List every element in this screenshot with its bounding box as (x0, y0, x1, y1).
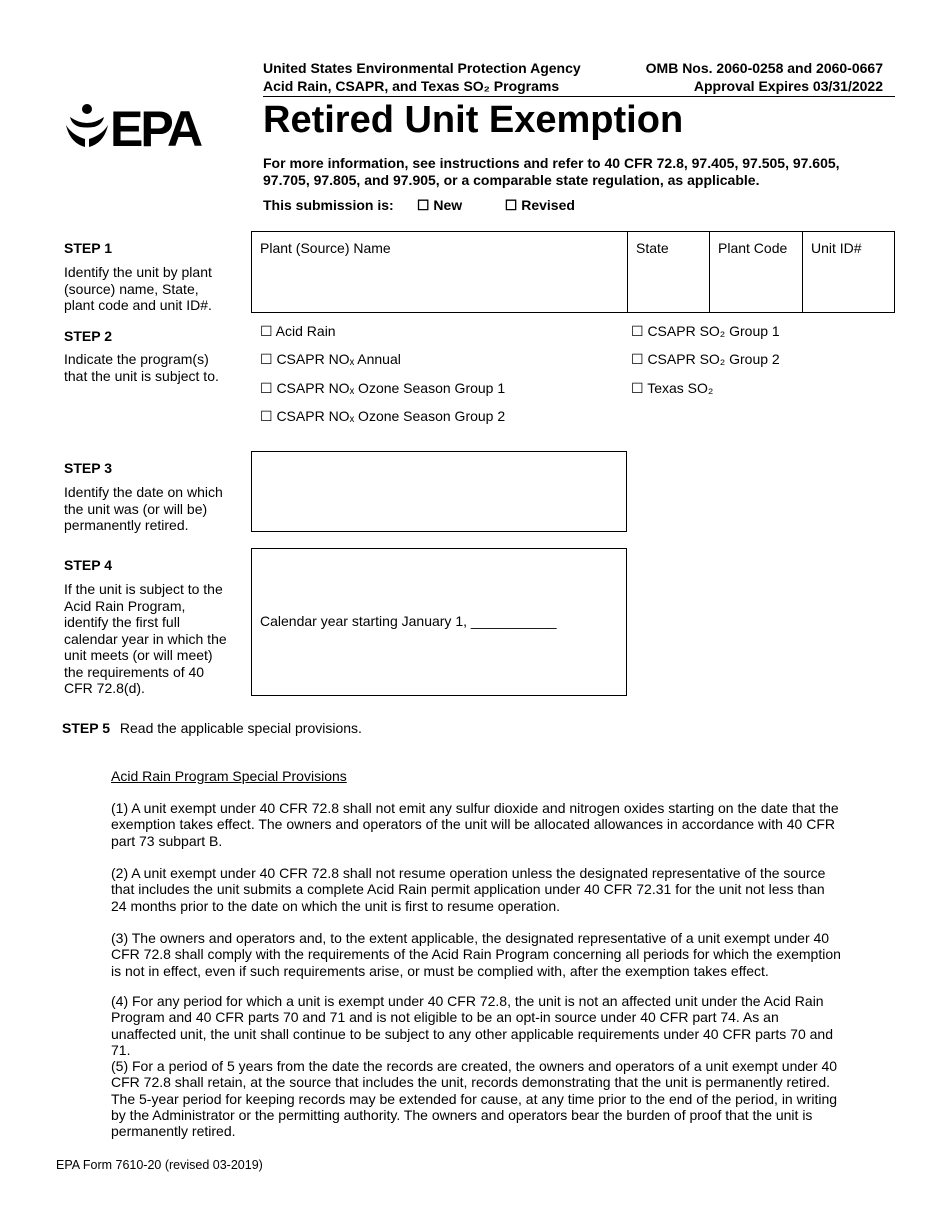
provision-3: (3) The owners and operators and, to the extent applicable, the designated representative of a unit exempt under 40 CFR 72.8 shall comply with the requirements of the Acid Rain Program concerning all periods for which the exemption is not in effect, even if such requirements arise, or must be complied with, after the exemption takes effect. (111, 930, 841, 979)
acid-rain-checkbox[interactable]: ☐ Acid Rain (260, 323, 336, 339)
retirement-date-field[interactable] (251, 451, 627, 532)
provisions-heading: Acid Rain Program Special Provisions (111, 768, 347, 784)
provision-1: (1) A unit exempt under 40 CFR 72.8 shall not emit any sulfur dioxide and nitrogen oxides starting on the date that the exemption takes effect. The owners and operators of the unit will be allocated allowances in accordance with 40 CFR part 73 subpart B. (111, 800, 839, 849)
header-rule (263, 96, 895, 97)
step1-desc: Identify the unit by plant (source) name, State, plant code and unit ID#. (64, 264, 212, 313)
provision-2: (2) A unit exempt under 40 CFR 72.8 shall not resume operation unless the designated representative of the source that includes the unit submits a complete Acid Rain permit application under 40 CFR 72.31 for the unit not less than 24 months prior to the date on which the unit is first to resume operation. (111, 865, 826, 914)
provision-5: (5) For a period of 5 years from the date the records are created, the owners and operators of a unit exempt under 40 CFR 72.8 shall retain, at the source that includes the unit, records demonstrating that the unit is permanently retired. The 5-year period for keeping records may be extended for cause, at any time prior to the end of the period, in writing by the Administrator or the permitting authority. The owners and operators bear the burden of proof that the unit is permanently retired. (111, 1058, 838, 1140)
csapr-nox-annual-checkbox[interactable]: ☐ CSAPR NOₓ Annual (260, 351, 401, 367)
calendar-year-field[interactable]: Calendar year starting January 1, ___________ (260, 613, 557, 629)
calendar-year-box (251, 548, 627, 696)
step5-desc: Read the applicable special provisions. (119, 720, 362, 736)
page-title: Retired Unit Exemption (263, 99, 684, 141)
plant-name-label: Plant (Source) Name (260, 240, 391, 256)
program-names: Acid Rain, CSAPR, and Texas SO₂ Programs (263, 78, 560, 94)
state-field[interactable] (627, 232, 709, 312)
step3-title: STEP 3 (64, 460, 112, 476)
unit-id-field[interactable] (802, 232, 894, 312)
step3-desc: Identify the date on which the unit was (or will be) permanently retired. (64, 484, 223, 533)
step5-row (62, 720, 362, 736)
omb-numbers: OMB Nos. 2060-0258 and 2060-0667 (645, 60, 883, 76)
revised-checkbox[interactable]: ☐ Revised (504, 197, 575, 213)
plant-code-field[interactable] (709, 232, 802, 312)
state-label: State (636, 240, 669, 256)
csapr-so2-group2-checkbox[interactable]: ☐ CSAPR SO₂ Group 2 (631, 351, 780, 367)
submission-label: This submission is: (263, 197, 394, 213)
csapr-so2-group1-checkbox[interactable]: ☐ CSAPR SO₂ Group 1 (631, 323, 780, 339)
plant-name-field[interactable] (252, 232, 627, 312)
step2-desc: Indicate the program(s) that the unit is subject to. (64, 351, 219, 384)
step4-desc: If the unit is subject to the Acid Rain Program, identify the first full calendar year in which the unit meets (or will meet) the requirements of 40 CFR 72.8(d). (64, 581, 227, 696)
plant-code-label: Plant Code (718, 240, 788, 256)
epa-flower-icon (66, 103, 206, 149)
step4-title: STEP 4 (64, 557, 112, 573)
approval-expiry: Approval Expires 03/31/2022 (693, 78, 883, 94)
unit-identification-table (251, 231, 895, 313)
agency-name: United States Environmental Protection Agency (263, 60, 581, 76)
step2-title: STEP 2 (64, 328, 112, 344)
epa-logo (66, 103, 206, 149)
unit-id-label: Unit ID# (811, 240, 862, 256)
csapr-nox-os-group1-checkbox[interactable]: ☐ CSAPR NOₓ Ozone Season Group 1 (260, 380, 506, 396)
step5-title: STEP 5 (62, 720, 110, 736)
new-checkbox[interactable]: ☐ New (416, 197, 463, 213)
info-text: For more information, see instructions and refer to 40 CFR 72.8, 97.405, 97.505, 97.605, 97.705, 97.805, and 97.905, or a comparable state regulation, as applicable. (263, 155, 840, 188)
step1-title: STEP 1 (64, 240, 112, 256)
texas-so2-checkbox[interactable]: ☐ Texas SO₂ (631, 380, 714, 396)
csapr-nox-os-group2-checkbox[interactable]: ☐ CSAPR NOₓ Ozone Season Group 2 (260, 408, 506, 424)
submission-row (263, 197, 575, 214)
epa-logo-text: EPA (110, 103, 201, 149)
form-number-footer: EPA Form 7610-20 (revised 03-2019) (56, 1158, 263, 1172)
provision-4: (4) For any period for which a unit is exempt under 40 CFR 72.8, the unit is not an affected unit under the Acid Rain Program and 40 CFR parts 70 and 71 and is not eligible to be an opt-in source under 40 CFR part 74. As an unaffected unit, the unit shall continue to be subject to any other applicable requirements under 40 CFR parts 70 and 71. (111, 993, 833, 1058)
